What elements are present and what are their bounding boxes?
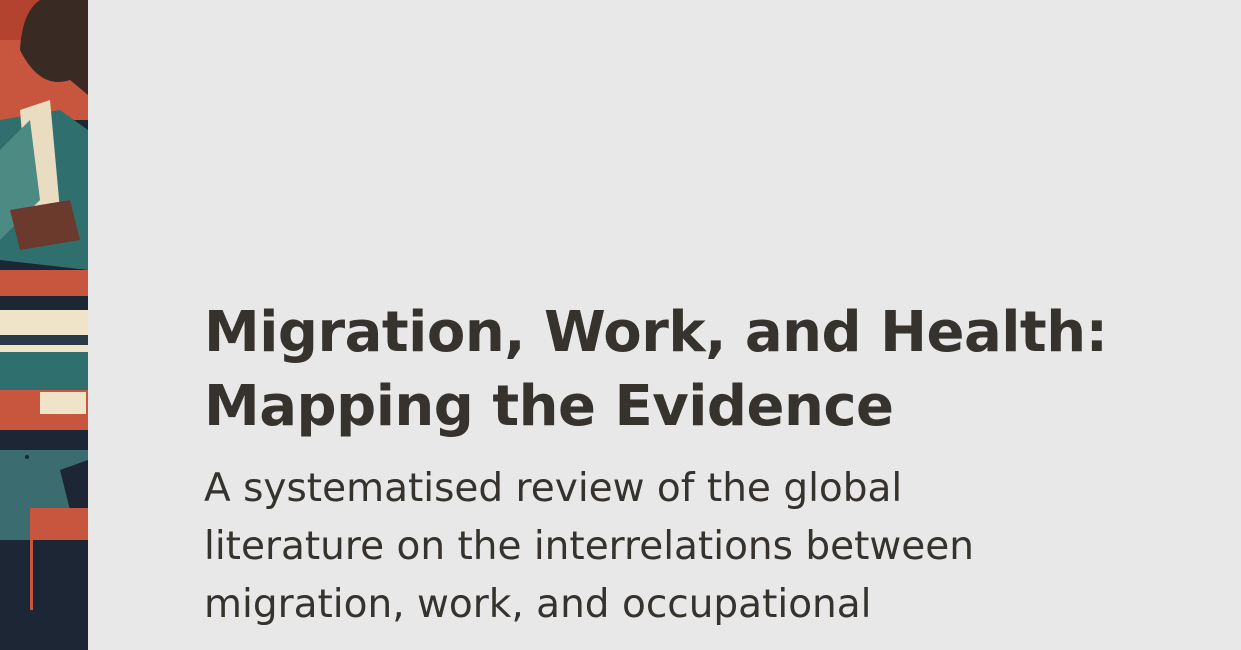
document-subtitle: A systematised review of the global literature on the interrelations between migration, work, and occupational <box>204 466 975 627</box>
document-header <box>204 296 1204 634</box>
cover-illustration <box>0 0 88 650</box>
document-title: Migration, Work, and Health: Mapping the Evidence <box>204 300 1108 439</box>
